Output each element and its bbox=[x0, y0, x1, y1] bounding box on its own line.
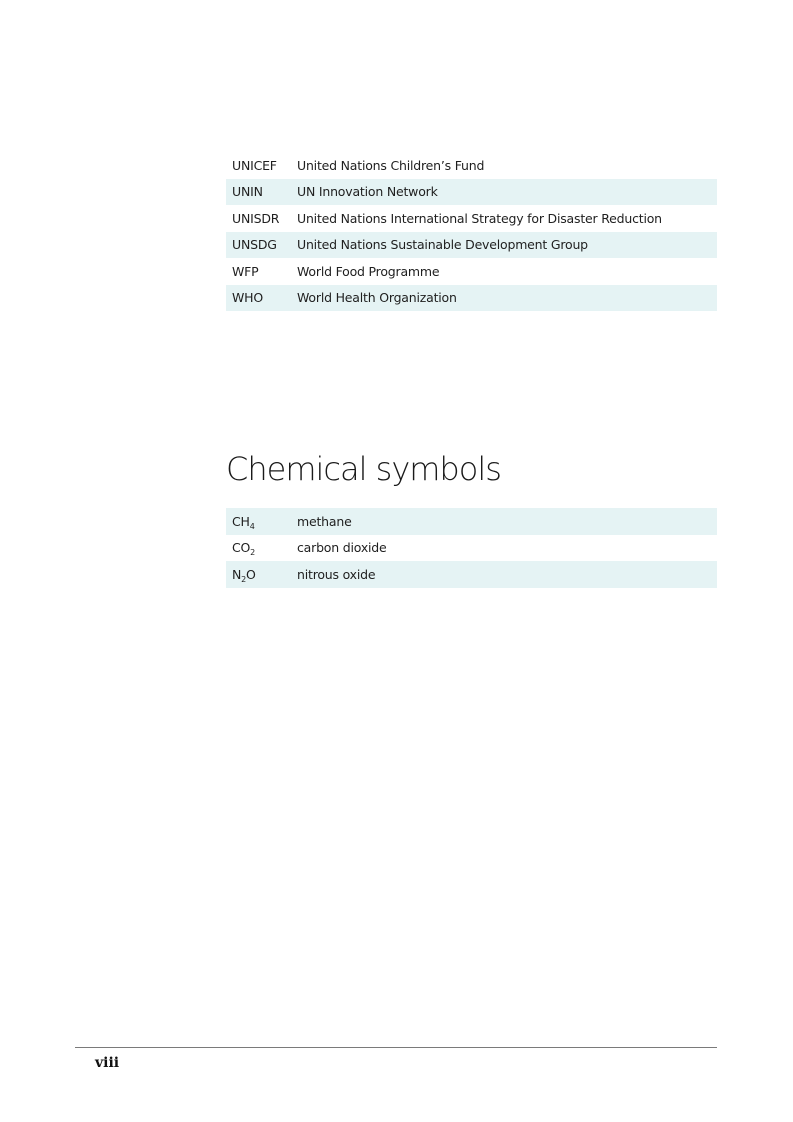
footer-divider bbox=[75, 1047, 717, 1048]
chemical-row bbox=[226, 535, 717, 562]
abbreviation-meaning: United Nations International Strategy for Disaster Reduction bbox=[297, 210, 662, 226]
chemical-row bbox=[226, 561, 717, 588]
chemical-formula: $N_2O$ bbox=[232, 566, 256, 584]
chemical-formula: $CH_4$ bbox=[232, 513, 255, 531]
abbreviation-meaning: UN Innovation Network bbox=[297, 184, 438, 200]
abbreviation-code: UNISDR bbox=[232, 210, 280, 226]
abbreviation-row bbox=[226, 285, 717, 312]
abbreviation-meaning: United Nations Sustainable Development Group bbox=[297, 237, 588, 253]
abbreviation-code: UNSDG bbox=[232, 237, 277, 253]
chemical-name: carbon dioxide bbox=[297, 540, 387, 556]
abbreviations-table bbox=[226, 152, 717, 311]
abbreviation-code: WFP bbox=[232, 263, 259, 279]
abbreviation-row bbox=[226, 232, 717, 259]
chemical-name: nitrous oxide bbox=[297, 566, 376, 582]
abbreviation-meaning: World Food Programme bbox=[297, 263, 440, 279]
section-title-chemical-symbols: Chemical symbols bbox=[226, 450, 501, 488]
abbreviation-row bbox=[226, 152, 717, 179]
chemical-name: methane bbox=[297, 513, 352, 529]
abbreviation-meaning: World Health Organization bbox=[297, 290, 457, 306]
chemical-symbols-table bbox=[226, 508, 717, 588]
chemical-formula: $CO_2$ bbox=[232, 540, 256, 558]
abbreviation-row bbox=[226, 258, 717, 285]
abbreviation-meaning: United Nations Children’s Fund bbox=[297, 157, 485, 173]
abbreviation-row bbox=[226, 205, 717, 232]
abbreviation-code: UNIN bbox=[232, 184, 263, 200]
abbreviation-code: UNICEF bbox=[232, 157, 277, 173]
page-number: viii bbox=[95, 1055, 120, 1071]
abbreviation-row bbox=[226, 179, 717, 206]
chemical-row bbox=[226, 508, 717, 535]
abbreviation-code: WHO bbox=[232, 290, 263, 306]
